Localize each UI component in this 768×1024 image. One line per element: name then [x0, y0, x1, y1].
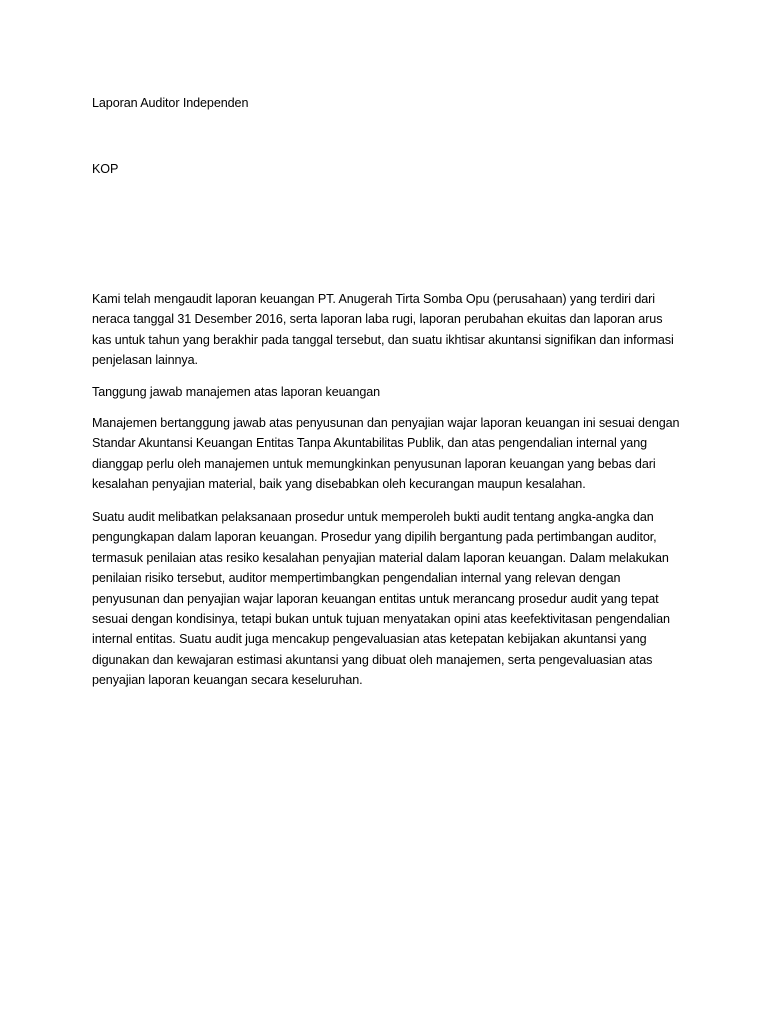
opening-paragraph: Kami telah mengaudit laporan keuangan PT. Anugerah Tirta Somba Opu (perusahaan) yang terdiri dari neraca tanggal 31 Desember 2016, serta laporan laba rugi, laporan perubahan ekuitas dan laporan arus kas untuk tahun yang berakhir pada tanggal tersebut, dan suatu ikhtisar akuntansi signifikan dan informasi penjelasan lainnya. [92, 292, 674, 368]
section-heading-management-responsibility: Tanggung jawab manajemen atas laporan keuangan [92, 385, 381, 399]
document-title: Laporan Auditor Independen [92, 96, 249, 110]
management-responsibility-paragraph: Manajemen bertanggung jawab atas penyusunan dan penyajian wajar laporan keuangan ini sesuai dengan Standar Akuntansi Keuangan Entitas Tanpa Akuntabilitas Publik, dan atas pengendalian internal yang dianggap perlu oleh manajemen untuk memungkinkan penyusunan laporan keuangan yang bebas dari kesalahan penyajian material, baik yang disebabkan oleh kecurangan maupun kesalahan. [92, 416, 680, 492]
audit-procedure-paragraph: Suatu audit melibatkan pelaksanaan prosedur untuk memperoleh bukti audit tentang angka-angka dan pengungkapan dalam laporan keuangan. Prosedur yang dipilih bergantung pada pertimbangan auditor, termasuk penilaian atas resiko kesalahan penyajian material dalam laporan keuangan. Dalam melakukan penilaian risiko tersebut, auditor mempertimbangkan pengendalian internal yang relevan dengan penyusunan dan penyajian wajar laporan keuangan entitas untuk merancang prosedur audit yang tepat sesuai dengan kondisinya, tetapi bukan untuk tujuan menyatakan opini atas keefektivitasan pengendalian internal entitas. Suatu audit juga mencakup pengevaluasian atas ketepatan kebijakan akuntansi yang digunakan dan kewajaran estimasi akuntansi yang dibuat oleh manajemen, serta pengevaluasian atas penyajian laporan keuangan secara keseluruhan. [92, 510, 670, 688]
letterhead-placeholder: KOP [92, 162, 119, 176]
